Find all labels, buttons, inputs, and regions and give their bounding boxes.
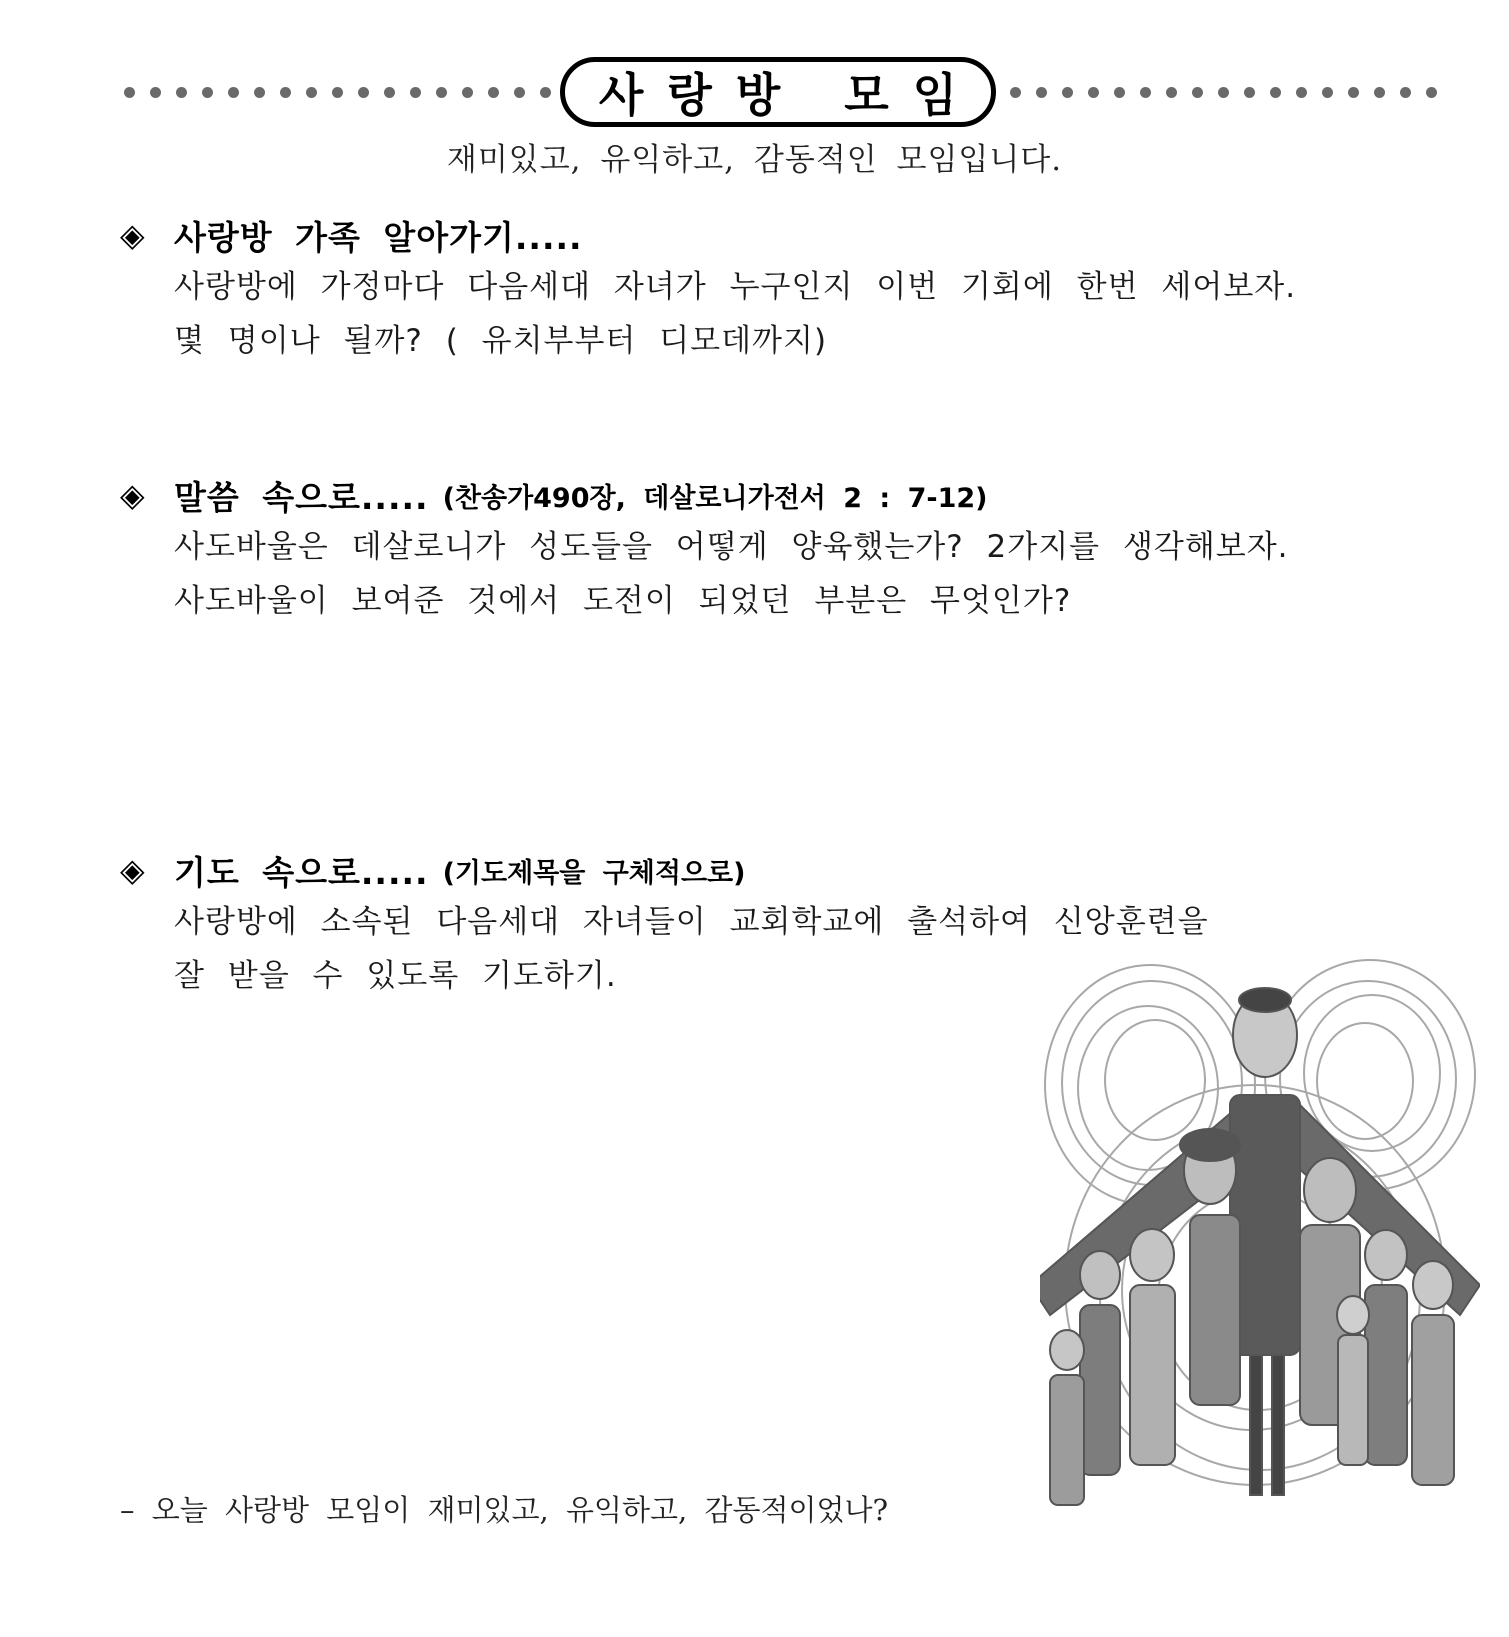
section-line: 사도바울이 보여준 것에서 도전이 되었던 부분은 무엇인가?	[174, 583, 1072, 619]
diamond-bullet-icon: ◈	[120, 851, 145, 889]
dot	[150, 87, 161, 98]
section-title: 사랑방 가족 알아가기.....	[174, 217, 583, 257]
section-title: 기도 속으로.....	[174, 852, 429, 892]
dot	[1270, 87, 1281, 98]
section-heading	[120, 210, 1296, 260]
dot	[462, 87, 473, 98]
section-word	[120, 470, 1289, 628]
dot	[306, 87, 317, 98]
diamond-bullet-icon: ◈	[120, 476, 145, 514]
family-illustration	[1040, 955, 1480, 1575]
dot	[410, 87, 421, 98]
dot	[124, 87, 135, 98]
dot	[1426, 87, 1437, 98]
dotted-rule-right	[1010, 85, 1450, 99]
dot	[1088, 87, 1099, 98]
dot	[1036, 87, 1047, 98]
section-line: 잘 받을 수 있도록 기도하기.	[174, 958, 617, 994]
section-family	[120, 210, 1296, 368]
dot	[540, 87, 551, 98]
section-heading	[120, 470, 1289, 520]
dot	[1166, 87, 1177, 98]
dot	[1296, 87, 1307, 98]
dot	[1114, 87, 1125, 98]
dot	[280, 87, 291, 98]
dot	[1348, 87, 1359, 98]
page-title: 사랑방 모임	[598, 68, 982, 122]
section-line: 사랑방에 가정마다 다음세대 자녀가 누구인지 이번 기회에 한번 세어보자.	[174, 269, 1297, 305]
section-heading	[120, 845, 1209, 895]
diamond-bullet-icon: ◈	[120, 216, 145, 254]
section-line: 사랑방에 소속된 다음세대 자녀들이 교회학교에 출석하여 신앙훈련을	[174, 904, 1209, 940]
dot	[1010, 87, 1021, 98]
section-line: 몇 명이나 될까? ( 유치부부터 디모데까지)	[174, 323, 828, 359]
scripture-reference: (찬송가490장, 데살로니가전서 2 : 7-12)	[442, 482, 988, 514]
dot	[514, 87, 525, 98]
dot	[1140, 87, 1151, 98]
closing-question: – 오늘 사랑방 모임이 재미있고, 유익하고, 감동적이었나?	[120, 1493, 889, 1527]
dot	[202, 87, 213, 98]
dot	[1192, 87, 1203, 98]
prayer-topic-note: (기도제목을 구체적으로)	[442, 857, 746, 889]
dot	[1374, 87, 1385, 98]
dot	[1062, 87, 1073, 98]
dot	[1244, 87, 1255, 98]
dot	[254, 87, 265, 98]
dot	[384, 87, 395, 98]
dot	[358, 87, 369, 98]
dot	[176, 87, 187, 98]
dot	[1218, 87, 1229, 98]
dotted-rule-left	[124, 85, 554, 99]
dot	[228, 87, 239, 98]
dot	[1322, 87, 1333, 98]
dot	[332, 87, 343, 98]
title-badge	[560, 57, 996, 127]
dot	[1400, 87, 1411, 98]
dot	[488, 87, 499, 98]
section-title: 말씀 속으로.....	[174, 477, 429, 517]
section-line: 사도바울은 데살로니가 성도들을 어떻게 양육했는가? 2가지를 생각해보자.	[174, 529, 1289, 565]
page-subtitle: 재미있고, 유익하고, 감동적인 모임입니다.	[446, 142, 1063, 178]
dot	[436, 87, 447, 98]
